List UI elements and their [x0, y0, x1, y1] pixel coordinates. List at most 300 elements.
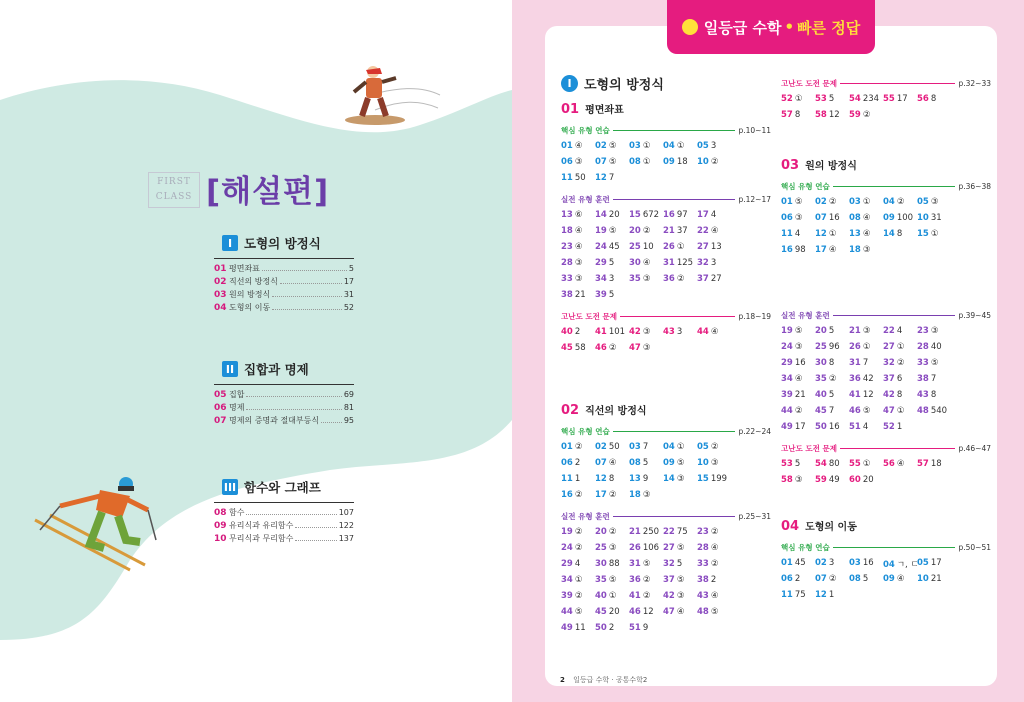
answer-value: 7	[608, 173, 615, 183]
answer-value: ②	[608, 527, 617, 537]
answer-value: ④	[828, 245, 837, 255]
answer-column-right	[781, 74, 991, 603]
answer-value: 6	[896, 374, 903, 384]
toc-item[interactable]	[214, 302, 354, 315]
toc-item[interactable]	[214, 389, 354, 402]
answer-value: ③	[574, 274, 583, 284]
answer-value: 80	[828, 459, 840, 469]
answer-number: 11	[781, 590, 793, 600]
answer-item	[629, 527, 663, 540]
answer-number: 41	[629, 591, 641, 601]
answer-value: 3	[710, 258, 717, 268]
answer-value: 4	[574, 559, 581, 569]
answer-number: 09	[883, 574, 895, 584]
answer-item	[663, 242, 697, 255]
answer-value: 3	[828, 558, 835, 568]
answer-item	[883, 574, 917, 587]
answer-item	[849, 94, 883, 107]
answer-value: 4	[794, 229, 801, 239]
page-number: 2	[560, 676, 565, 684]
answer-item	[561, 258, 595, 271]
answer-unit	[781, 157, 991, 258]
answer-item	[629, 490, 663, 503]
answer-number: 12	[815, 590, 827, 600]
answer-value: ①	[574, 575, 583, 585]
answer-item	[883, 197, 917, 210]
answer-item	[849, 342, 883, 355]
answer-item	[883, 374, 917, 387]
answer-item	[781, 558, 815, 571]
answer-group	[781, 542, 991, 603]
toc-item[interactable]	[214, 289, 354, 302]
answer-item	[697, 575, 731, 588]
unit-title: 원의 방정식	[805, 161, 857, 172]
answer-number: 12	[595, 474, 607, 484]
answer-number: 36	[663, 274, 675, 284]
answer-item	[883, 358, 917, 371]
answer-group	[781, 181, 991, 258]
answer-item	[629, 327, 663, 340]
answer-number: 26	[629, 543, 641, 553]
page-footer	[560, 675, 647, 685]
answer-item	[663, 157, 697, 170]
toc-section-head	[222, 234, 354, 252]
answer-item	[561, 527, 595, 540]
answer-value: 1	[828, 590, 835, 600]
answer-number: 01	[561, 442, 573, 452]
answer-value: 9	[642, 623, 649, 633]
toc-item-page: 31	[343, 290, 354, 299]
answer-number: 58	[815, 110, 827, 120]
answer-item	[663, 274, 697, 287]
skier-illustration	[30, 470, 160, 580]
answer-number: 13	[561, 210, 573, 220]
toc-item-label: 직선의 방정식	[229, 277, 278, 286]
answer-number: 42	[663, 591, 675, 601]
answer-item	[781, 229, 815, 242]
answer-grid	[561, 141, 771, 186]
toc-section-title: 집합과 명제	[244, 362, 309, 377]
answer-item	[629, 458, 663, 471]
answer-number: 34	[595, 274, 607, 284]
toc-section-title: 함수와 그래프	[244, 480, 321, 495]
answer-value: ④	[574, 141, 583, 151]
answer-number: 52	[781, 94, 793, 104]
answer-number: 13	[629, 474, 641, 484]
answer-number: 35	[595, 575, 607, 585]
answer-item	[561, 543, 595, 556]
toc-leader-dots	[295, 535, 336, 541]
answer-value: ③	[794, 213, 803, 223]
answer-value: 10	[642, 242, 654, 252]
answer-unit	[781, 310, 991, 488]
answer-value: 106	[642, 543, 660, 553]
answer-number: 06	[561, 157, 573, 167]
answer-value: ①	[676, 442, 685, 452]
right-page	[512, 0, 1024, 702]
toc-item-number: 04	[214, 303, 227, 313]
answer-item	[917, 558, 951, 571]
answer-number: 41	[595, 327, 607, 337]
answer-value: ①	[794, 94, 803, 104]
answer-number: 46	[849, 406, 861, 416]
answer-value: ④	[642, 258, 651, 268]
answer-number: 57	[917, 459, 929, 469]
answer-number: 25	[815, 342, 827, 352]
answer-value: ③	[642, 327, 651, 337]
toc-item[interactable]	[214, 402, 354, 415]
answer-number: 49	[781, 422, 793, 432]
answer-value: 21	[574, 290, 586, 300]
answer-item	[561, 343, 595, 356]
answer-number: 16	[663, 210, 675, 220]
answer-value: ③	[930, 197, 939, 207]
toc-item-label: 집합	[229, 390, 245, 399]
answer-item	[781, 110, 815, 123]
answer-value: ③	[642, 343, 651, 353]
answer-group	[561, 311, 771, 356]
group-page-ref: p.10~11	[738, 126, 771, 135]
answer-value: ①	[862, 197, 871, 207]
answer-item	[815, 326, 849, 339]
answer-value: ②	[642, 591, 651, 601]
answer-key-badge	[667, 0, 875, 54]
answer-value: ③	[642, 490, 651, 500]
answer-number: 34	[561, 575, 573, 585]
roman-numeral: III	[223, 480, 237, 494]
answer-value: 50	[574, 173, 586, 183]
answer-value: 18	[930, 459, 942, 469]
answer-item	[815, 110, 849, 123]
group-rule	[840, 448, 956, 449]
answer-number: 37	[663, 575, 675, 585]
answer-number: 32	[663, 559, 675, 569]
answer-value: ③	[574, 258, 583, 268]
answer-value: ⑤	[930, 358, 939, 368]
answer-item	[629, 210, 663, 223]
answer-item	[697, 607, 731, 620]
answer-number: 15	[917, 229, 929, 239]
answer-item	[595, 490, 629, 503]
answer-value: 88	[608, 559, 620, 569]
answer-item	[697, 226, 731, 239]
answer-number: 47	[663, 607, 675, 617]
answer-number: 09	[663, 458, 675, 468]
answer-value: ④	[862, 213, 871, 223]
unit-number: 04	[781, 519, 800, 534]
toc-leader-dots	[321, 417, 342, 423]
answer-number: 43	[917, 390, 929, 400]
answer-item	[629, 607, 663, 620]
answer-item	[561, 575, 595, 588]
answer-item	[815, 245, 849, 258]
answer-value: ②	[642, 226, 651, 236]
group-page-ref: p.32~33	[958, 79, 991, 88]
answer-item	[595, 623, 629, 636]
answer-number: 05	[697, 141, 709, 151]
answer-number: 08	[849, 213, 861, 223]
answer-value: ⑤	[794, 197, 803, 207]
answer-item	[629, 141, 663, 154]
answer-item	[781, 422, 815, 435]
answer-item	[663, 527, 697, 540]
group-page-ref: p.50~51	[958, 543, 991, 552]
answer-value: ⑤	[862, 406, 871, 416]
answer-value: 40	[930, 342, 942, 352]
answer-value: ②	[896, 197, 905, 207]
answer-value: ②	[828, 574, 837, 584]
answer-number: 56	[883, 459, 895, 469]
answer-number: 19	[781, 326, 793, 336]
answer-value: 96	[828, 342, 840, 352]
toc-item-page: 52	[343, 303, 354, 312]
answer-item	[629, 623, 663, 636]
answer-number: 21	[849, 326, 861, 336]
answer-value: 75	[794, 590, 806, 600]
answer-item	[815, 558, 849, 571]
answer-number: 04	[663, 442, 675, 452]
answer-number: 45	[815, 406, 827, 416]
answer-value: 16	[794, 358, 806, 368]
answer-number: 33	[917, 358, 929, 368]
answer-number: 28	[697, 543, 709, 553]
unit-title: 직선의 방정식	[585, 406, 647, 417]
answer-value: 9	[642, 474, 649, 484]
answer-number: 26	[849, 342, 861, 352]
answer-group	[561, 511, 771, 636]
answer-item	[815, 229, 849, 242]
answer-value: ①	[608, 591, 617, 601]
group-heading	[781, 181, 991, 192]
answer-value: ⑤	[608, 157, 617, 167]
answer-number: 14	[663, 474, 675, 484]
answer-item	[781, 358, 815, 371]
answer-value: 16	[828, 213, 840, 223]
answer-number: 30	[629, 258, 641, 268]
answer-number: 45	[561, 343, 573, 353]
answer-value: 8	[896, 390, 903, 400]
answer-value: ②	[574, 543, 583, 553]
answer-number: 29	[561, 559, 573, 569]
answer-item	[781, 406, 815, 419]
answer-number: 10	[917, 213, 929, 223]
toc-item[interactable]	[214, 263, 354, 276]
unit-heading	[561, 101, 771, 117]
answer-value: 4	[710, 210, 717, 220]
answer-value: ⑤	[794, 326, 803, 336]
answer-value: ①	[930, 229, 939, 239]
answer-unit	[781, 518, 991, 603]
toc-leader-dots	[295, 522, 336, 528]
answer-item	[917, 94, 951, 107]
unit-number: 01	[561, 102, 580, 117]
toc-item[interactable]	[214, 276, 354, 289]
answer-item	[595, 157, 629, 170]
answer-item	[595, 173, 629, 186]
brand-logo: FIRST CLASS	[148, 172, 200, 208]
unit-number: 03	[781, 158, 800, 173]
roman-numeral: II	[222, 361, 238, 377]
answer-value: 31	[930, 213, 942, 223]
answer-item	[561, 274, 595, 287]
answer-item	[917, 326, 951, 339]
toc-item[interactable]	[214, 533, 354, 546]
answer-item	[815, 94, 849, 107]
answer-item	[561, 458, 595, 471]
answer-item	[917, 213, 951, 226]
answer-value: ③	[574, 157, 583, 167]
answer-value: 4	[896, 326, 903, 336]
answer-number: 17	[595, 490, 607, 500]
answer-item	[595, 141, 629, 154]
answer-number: 09	[883, 213, 895, 223]
answer-value: ④	[574, 242, 583, 252]
answer-item	[883, 213, 917, 226]
roman-numeral: I	[222, 235, 238, 251]
toc-item[interactable]	[214, 415, 354, 428]
answer-number: 38	[561, 290, 573, 300]
answer-item	[883, 229, 917, 242]
answer-number: 44	[781, 406, 793, 416]
answer-item	[883, 94, 917, 107]
group-heading	[561, 125, 771, 136]
answer-number: 30	[595, 559, 607, 569]
answer-item	[629, 474, 663, 487]
answer-number: 57	[781, 110, 793, 120]
answer-item	[561, 559, 595, 572]
answer-item	[595, 607, 629, 620]
answer-number: 40	[595, 591, 607, 601]
answer-number: 02	[595, 141, 607, 151]
unit-heading	[561, 402, 771, 418]
page-title: [해설편]	[206, 174, 330, 210]
answer-value: 8	[828, 358, 835, 368]
answer-value: 20	[608, 607, 620, 617]
toc-item[interactable]	[214, 507, 354, 520]
unit-number: 02	[561, 403, 580, 418]
answer-value: 17	[794, 422, 806, 432]
answer-value: 540	[930, 406, 948, 416]
answer-item	[561, 607, 595, 620]
toc-item[interactable]	[214, 520, 354, 533]
answer-number: 30	[815, 358, 827, 368]
answer-item	[629, 274, 663, 287]
answer-item	[815, 390, 849, 403]
answer-item	[595, 226, 629, 239]
answer-item	[629, 559, 663, 572]
answer-item	[849, 197, 883, 210]
answer-value: ②	[608, 343, 617, 353]
answer-value: ②	[710, 157, 719, 167]
group-rule	[613, 516, 736, 517]
answer-value: 50	[608, 442, 620, 452]
answer-item	[595, 242, 629, 255]
answer-number: 58	[781, 475, 793, 485]
answer-item	[663, 141, 697, 154]
answer-item	[917, 406, 951, 419]
answer-number: 21	[629, 527, 641, 537]
answer-number: 07	[815, 574, 827, 584]
answer-number: 18	[561, 226, 573, 236]
answer-value: ③	[676, 474, 685, 484]
group-page-ref: p.25~31	[738, 512, 771, 521]
answer-number: 04	[883, 197, 895, 207]
answer-value: ②	[828, 197, 837, 207]
answer-number: 24	[781, 342, 793, 352]
toc-section-head	[222, 478, 354, 496]
answer-item	[781, 374, 815, 387]
answer-number: 02	[595, 442, 607, 452]
answer-grid	[561, 442, 771, 503]
answer-item	[697, 527, 731, 540]
answer-value: ②	[862, 110, 871, 120]
footer-text: 일등급 수학 · 공통수학2	[573, 676, 648, 684]
answer-value: 16	[828, 422, 840, 432]
answer-number: 22	[663, 527, 675, 537]
toc-item-page: 107	[338, 508, 354, 517]
group-heading	[781, 542, 991, 553]
answer-value: ②	[676, 274, 685, 284]
group-page-ref: p.39~45	[958, 311, 991, 320]
answer-item	[849, 213, 883, 226]
answer-value: ②	[574, 591, 583, 601]
answer-value: 1	[574, 474, 581, 484]
answer-item	[595, 274, 629, 287]
answer-item	[629, 591, 663, 604]
answer-item	[663, 543, 697, 556]
group-label: 핵심 유형 연습	[781, 543, 830, 552]
answer-number: 13	[849, 229, 861, 239]
answer-number: 42	[629, 327, 641, 337]
toc-divider	[214, 502, 354, 503]
answer-item	[561, 490, 595, 503]
answer-number: 47	[883, 406, 895, 416]
answer-number: 15	[697, 474, 709, 484]
group-rule	[613, 130, 736, 131]
toc-section-title: 도형의 방정식	[244, 236, 321, 251]
answer-value: 12	[642, 607, 654, 617]
answer-item	[849, 110, 883, 123]
answer-item	[595, 327, 629, 340]
group-rule	[620, 316, 736, 317]
answer-item	[815, 422, 849, 435]
answer-value: ⑤	[676, 575, 685, 585]
answer-number: 39	[595, 290, 607, 300]
toc-divider	[214, 384, 354, 385]
answer-value: 5	[608, 290, 615, 300]
answer-number: 40	[561, 327, 573, 337]
answer-value: 37	[676, 226, 688, 236]
answer-number: 42	[883, 390, 895, 400]
answer-number: 25	[629, 242, 641, 252]
answer-value: 3	[676, 327, 683, 337]
answer-number: 23	[697, 527, 709, 537]
answer-item	[561, 327, 595, 340]
answer-value: 27	[710, 274, 722, 284]
answer-value: ①	[862, 459, 871, 469]
answer-value: 5	[794, 459, 801, 469]
answer-number: 18	[849, 245, 861, 255]
answer-number: 01	[561, 141, 573, 151]
answer-item	[849, 475, 883, 488]
answer-item	[595, 527, 629, 540]
answer-number: 47	[629, 343, 641, 353]
group-label: 실전 유형 훈련	[561, 512, 610, 521]
toc-item-number: 06	[214, 403, 227, 413]
group-page-ref: p.12~17	[738, 195, 771, 204]
answer-value: 17	[930, 558, 942, 568]
answer-item	[697, 258, 731, 271]
